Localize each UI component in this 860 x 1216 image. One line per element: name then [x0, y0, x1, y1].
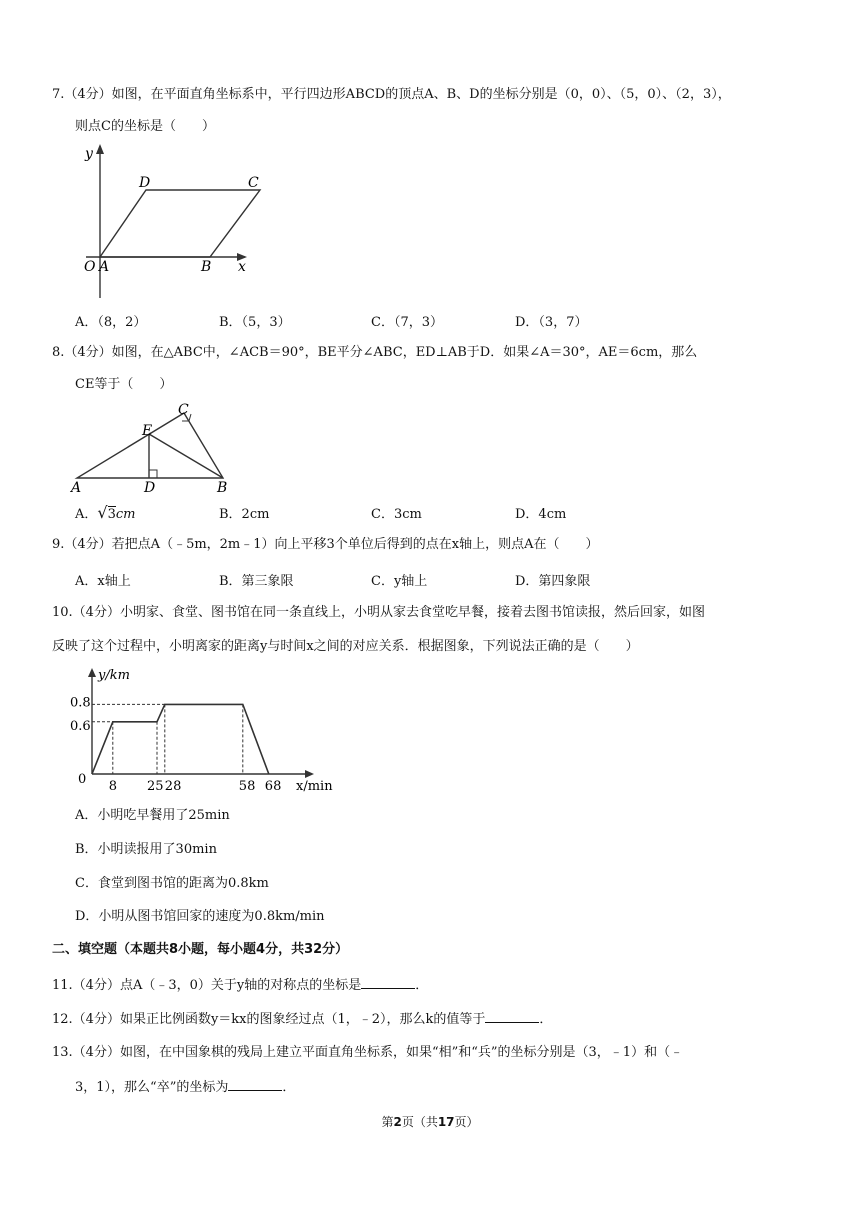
q9-option-c[interactable]: C．y轴上 [371, 574, 428, 589]
q8-vertex-a-label: A [71, 480, 82, 496]
q7-vertex-b-label: B [201, 259, 212, 275]
q10-text-line2: 反映了这个过程中，小明离家的距离y与时间x之间的对应关系．根据图象，下列说法正确的是（ ） [52, 639, 639, 654]
q7-vertex-d-label: D [139, 175, 151, 191]
q10-x-axis-label: x/min [296, 779, 333, 794]
q7-option-c[interactable]: C．（7，3） [371, 315, 443, 330]
q11-answer-blank[interactable] [361, 976, 415, 989]
footer-suffix: 页） [454, 1115, 479, 1129]
q9-text-line1: 9.（4分）若把点A（﹣5m，2m﹣1）向上平移3个单位后得到的点在x轴上，则点A在（ ） [52, 537, 599, 552]
q13-end-mark: ． [282, 1080, 296, 1095]
q8-point-e-label: E [142, 423, 153, 439]
q10-x-tick-58: 58 [238, 779, 256, 794]
q10-text-line1: 10.（4分）小明家、食堂、图书馆在同一条直线上，小明从家去食堂吃早餐，接着去图书馆读报，然后回家，如图 [52, 605, 705, 620]
q7-vertex-a-label: A [99, 259, 110, 275]
q7-options [75, 311, 775, 329]
q8-options [75, 503, 775, 521]
q10-x-tick-8: 8 [108, 779, 118, 794]
q10-option-b[interactable]: B．小明读报用了30min [75, 842, 217, 857]
q13-prompt: 3，1），那么“卒”的坐标为 [75, 1080, 229, 1095]
q7-y-axis-label: y [85, 146, 93, 162]
q10-distance-curve [92, 704, 269, 774]
sqrt-symbol-icon: √ [97, 503, 108, 522]
q8-option-b[interactable]: B．2cm [219, 507, 270, 522]
q9-option-d[interactable]: D．第四象限 [515, 574, 591, 589]
q8-option-a[interactable] [75, 503, 135, 522]
q10-x-tick-28: 28 [164, 779, 182, 794]
q12-prompt: 12.（4分）如果正比例函数y＝kx的图象经过点（1，﹣2），那么k的值等于 [52, 1012, 486, 1027]
q7-x-axis-label: x [238, 259, 246, 275]
q9-options [75, 570, 775, 588]
q8-option-d[interactable]: D．4cm [515, 507, 567, 522]
q10-option-d[interactable]: D．小明从图书馆回家的速度为0.8km/min [75, 909, 325, 924]
q8-option-a-prefix: A． [75, 507, 98, 522]
q12-end-mark: ． [539, 1012, 553, 1027]
q7-option-d[interactable]: D．（3，7） [515, 315, 588, 330]
q10-x-tick-68: 68 [264, 779, 282, 794]
q7-parallelogram-figure [60, 140, 260, 305]
q13-text-line2 [75, 1078, 295, 1097]
q10-y-tick-0.6: 0.6 [70, 718, 91, 734]
q11-end-mark: ． [415, 978, 429, 993]
q8-vertex-b-label: B [217, 480, 228, 496]
q10-distance-time-graph [60, 660, 350, 800]
q13-answer-blank[interactable] [228, 1078, 282, 1091]
q8-option-c[interactable]: C．3cm [371, 507, 422, 522]
q10-option-a[interactable]: A．小明吃早餐用了25min [75, 808, 230, 823]
q7-text-line1: 7.（4分）如图，在平面直角坐标系中，平行四边形ABCD的顶点A、B、D的坐标分别是（0，0）、（5，0）、（2，3）， [52, 87, 731, 102]
q13-text-line1: 13.（4分）如图，在中国象棋的残局上建立平面直角坐标系，如果“相”和“兵”的坐标分别是（3，﹣1）和（﹣ [52, 1045, 684, 1060]
q7-option-a[interactable]: A．（8，2） [75, 315, 147, 330]
footer-prefix: 第 [381, 1115, 394, 1129]
q8-point-d-label: D [144, 480, 156, 496]
q11-text [52, 976, 428, 995]
q8-text-line1: 8.（4分）如图，在△ABC中，∠ACB＝90°，BE平分∠ABC，ED⊥AB于D．如果∠A＝30°，AE＝6cm，那么 [52, 345, 698, 360]
q8-triangle-figure [65, 400, 245, 500]
q10-x-tick-25: 25 [147, 779, 164, 794]
q11-prompt: 11.（4分）点A（﹣3，0）关于y轴的对称点的坐标是 [52, 978, 362, 993]
total-page-count: 17 [437, 1115, 455, 1129]
page-footer [0, 1113, 860, 1130]
q10-y-axis-label: y/km [98, 668, 130, 683]
current-page-number: 2 [393, 1115, 402, 1129]
q9-option-a[interactable]: A．x轴上 [75, 574, 131, 589]
q9-option-b[interactable]: B．第三象限 [219, 574, 294, 589]
q8-option-a-unit: cm [115, 507, 136, 522]
q10-y-tick-0.8: 0.8 [70, 695, 91, 711]
q8-vertex-c-label: C [178, 402, 189, 418]
footer-middle: 页（共 [401, 1115, 438, 1129]
q10-origin-label: 0 [78, 772, 87, 787]
q8-text-line2: CE等于（ ） [75, 377, 173, 392]
q7-option-b[interactable]: B．（5，3） [219, 315, 291, 330]
section-2-heading: 二、填空题（本题共8小题，每小题4分，共32分） [52, 942, 349, 957]
q8-option-a-radicand: 3 [107, 507, 116, 522]
q12-answer-blank[interactable] [485, 1010, 539, 1023]
q7-origin-label: O [84, 259, 96, 275]
q7-text-line2: 则点C的坐标是（ ） [75, 119, 215, 134]
q7-vertex-c-label: C [248, 175, 259, 191]
q12-text [52, 1010, 552, 1029]
q10-option-c[interactable]: C．食堂到图书馆的距离为0.8km [75, 876, 269, 891]
